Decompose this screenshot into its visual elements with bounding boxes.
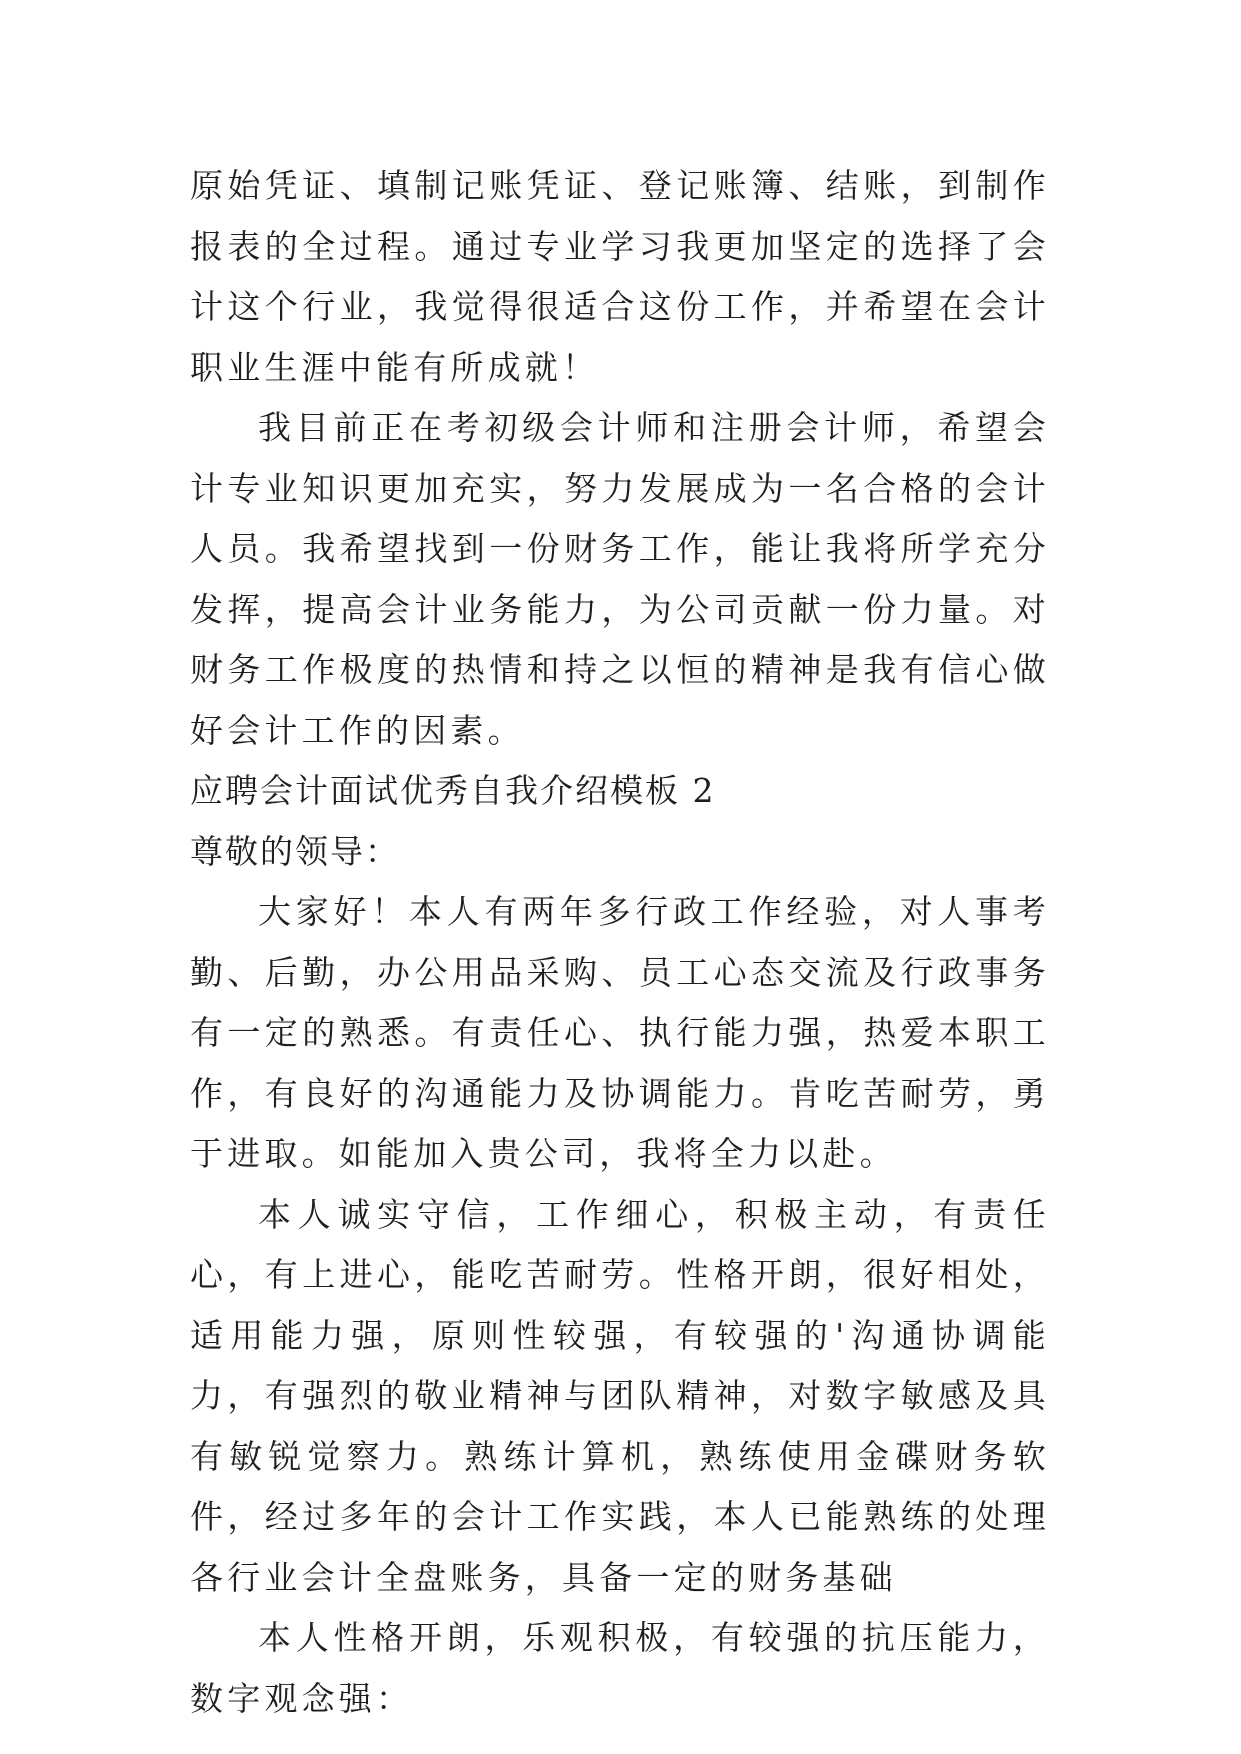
salutation: 尊敬的领导： <box>190 831 400 871</box>
document-body <box>190 156 1050 1729</box>
section-heading: 应聘会计面试优秀自我介绍模板 2 <box>190 771 716 810</box>
paragraph-1: 原始凭证、填制记账凭证、登记账簿、结账，到制作报表的全过程。通过专业学习我更加坚定的选择了会计这个行业，我觉得很适合这份工作，并希望在会计职业生涯中能有所成就！ <box>190 166 1050 387</box>
paragraph-5: 本人性格开朗，乐观积极，有较强的抗压能力，数字观念强： <box>190 1618 1050 1718</box>
paragraph-3: 大家好！本人有两年多行政工作经验，对人事考勤、后勤，办公用品采购、员工心态交流及行政事务有一定的熟悉。有责任心、执行能力强，热爱本职工作，有良好的沟通能力及协调能力。肯吃苦耐劳，勇于进取。如能加入贵公司，我将全力以赴。 <box>190 892 1050 1173</box>
paragraph-2: 我目前正在考初级会计师和注册会计师，希望会计专业知识更加充实，努力发展成为一名合格的会计人员。我希望找到一份财务工作，能让我将所学充分发挥，提高会计业务能力，为公司贡献一份力量。对财务工作极度的热情和持之以恒的精神是我有信心做好会计工作的因素。 <box>190 408 1050 750</box>
paragraph-4: 本人诚实守信，工作细心，积极主动，有责任心，有上进心，能吃苦耐劳。性格开朗，很好相处，适用能力强，原则性较强，有较强的'沟通协调能力，有强烈的敬业精神与团队精神，对数字敏感及具有敏锐觉察力。熟练计算机，熟练使用金碟财务软件，经过多年的会计工作实践，本人已能熟练的处理各行业会计全盘账务，具备一定的财务基础 <box>190 1194 1050 1597</box>
